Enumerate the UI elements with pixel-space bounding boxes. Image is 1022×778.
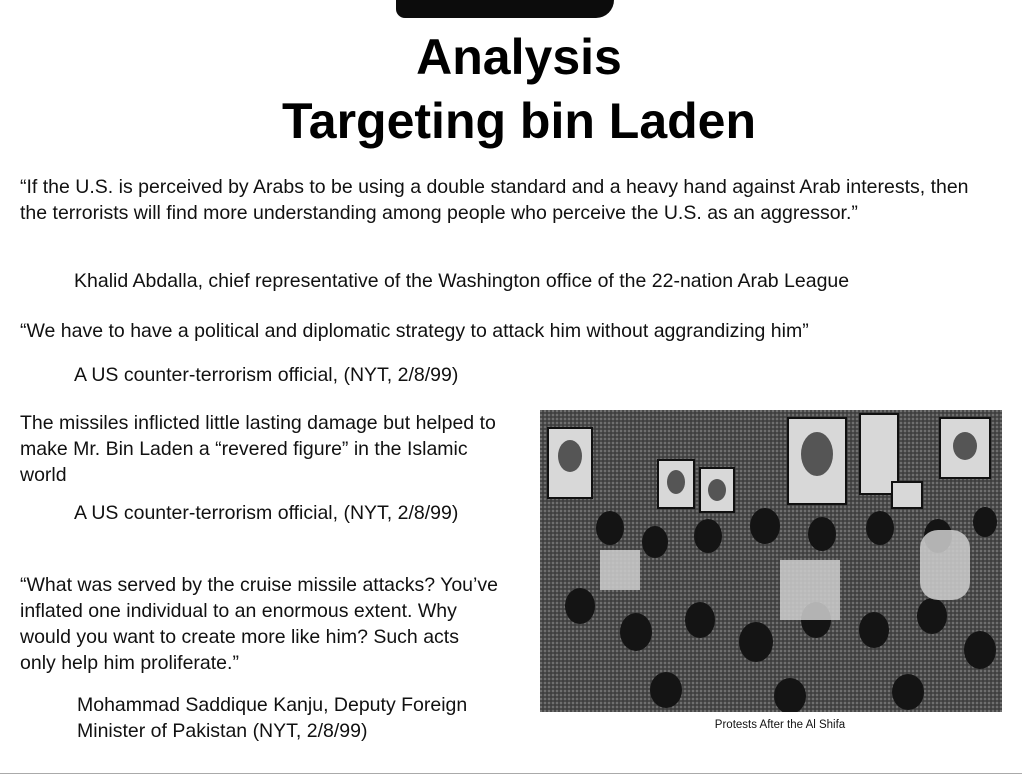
- bottom-rule: [0, 773, 1022, 774]
- quote-4-attribution: Mohammad Saddique Kanju, Deputy Foreign Minister of Pakistan (NYT, 2/8/99): [77, 694, 468, 742]
- quote-1-text: “If the U.S. is perceived by Arabs to be using a double standard and a heavy hand against Arab interests, then the terrorists will find more understanding among people who perceive the U.S. as an aggressor.”: [20, 176, 969, 224]
- quote-3-text: The missiles inflicted little lasting damage but helped to make Mr. Bin Laden a “revered figure” in the Islamic world: [20, 412, 496, 486]
- page-subtitle: Targeting bin Laden: [281, 93, 757, 149]
- quote-1-attribution: Khalid Abdalla, chief representative of the Washington office of the 22-nation Arab League: [74, 270, 850, 292]
- redaction-mark: [396, 0, 614, 18]
- quote-4-text: “What was served by the cruise missile attacks? You’ve inflated one individual to an enormous extent. Why would you want to create more like him? Such acts only help him proliferate.”: [20, 574, 498, 674]
- quote-3-attribution: A US counter-terrorism official, (NYT, 2/8/99): [74, 502, 459, 524]
- photo-caption: Protests After the Al Shifa: [714, 719, 846, 731]
- quote-2-attribution: A US counter-terrorism official, (NYT, 2/8/99): [74, 364, 459, 386]
- page-title: Analysis: [416, 29, 622, 85]
- protest-photo: [540, 410, 1002, 712]
- quote-2-text: “We have to have a political and diplomatic strategy to attack him without aggrandizing him”: [20, 320, 809, 342]
